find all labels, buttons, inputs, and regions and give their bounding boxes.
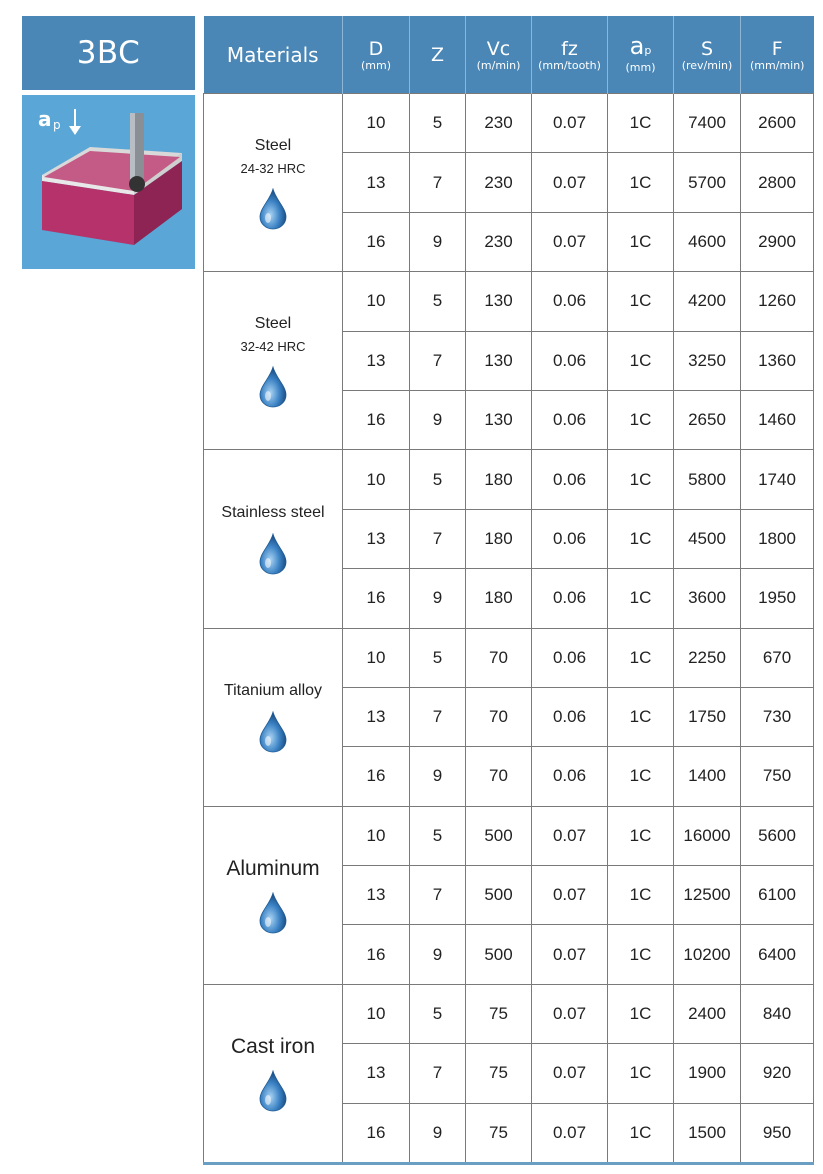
- cell-feed-rate: 5600: [741, 806, 814, 865]
- cell-cutting-speed: 70: [466, 628, 532, 687]
- cell-feed-rate: 2600: [741, 94, 814, 153]
- cell-teeth: 9: [410, 1103, 466, 1163]
- cell-cutting-speed: 230: [466, 153, 532, 212]
- cell-cutting-speed: 70: [466, 747, 532, 806]
- cell-feed-rate: 840: [741, 984, 814, 1043]
- cell-feed-per-tooth: 0.06: [532, 331, 608, 390]
- material-cell: [204, 450, 343, 628]
- cell-teeth: 5: [410, 806, 466, 865]
- cell-feed-per-tooth: 0.07: [532, 806, 608, 865]
- cell-feed-rate: 750: [741, 747, 814, 806]
- cell-diameter: 13: [343, 153, 410, 212]
- cell-feed-rate: 1460: [741, 390, 814, 449]
- cell-depth-of-cut: 1C: [608, 509, 674, 568]
- tool-code-label: 3BC: [76, 35, 141, 71]
- table-row: [204, 450, 814, 509]
- header-cutting-speed: Vc (m/min): [466, 16, 532, 94]
- cell-depth-of-cut: 1C: [608, 331, 674, 390]
- cell-spindle-speed: 5800: [674, 450, 741, 509]
- header-feed-per-tooth: fz (mm/tooth): [532, 16, 608, 94]
- tool-illustration: [22, 95, 195, 269]
- cell-spindle-speed: 4600: [674, 212, 741, 271]
- cell-teeth: 5: [410, 450, 466, 509]
- material-cell: [204, 94, 343, 272]
- cell-teeth: 9: [410, 212, 466, 271]
- cell-feed-rate: 730: [741, 687, 814, 746]
- cell-diameter: 13: [343, 509, 410, 568]
- cell-teeth: 7: [410, 687, 466, 746]
- cell-depth-of-cut: 1C: [608, 628, 674, 687]
- cell-feed-per-tooth: 0.07: [532, 866, 608, 925]
- cell-diameter: 16: [343, 747, 410, 806]
- cell-depth-of-cut: 1C: [608, 925, 674, 984]
- cell-feed-rate: 920: [741, 1044, 814, 1103]
- material-hardness: 24-32 HRC: [240, 160, 306, 176]
- cell-feed-per-tooth: 0.06: [532, 509, 608, 568]
- material-name: Cast iron: [230, 1035, 316, 1059]
- cell-diameter: 13: [343, 1044, 410, 1103]
- cell-spindle-speed: 2650: [674, 390, 741, 449]
- cell-feed-per-tooth: 0.07: [532, 94, 608, 153]
- cell-spindle-speed: 1400: [674, 747, 741, 806]
- cell-diameter: 10: [343, 272, 410, 331]
- cell-depth-of-cut: 1C: [608, 272, 674, 331]
- cell-depth-of-cut: 1C: [608, 687, 674, 746]
- cell-depth-of-cut: 1C: [608, 866, 674, 925]
- cell-depth-of-cut: 1C: [608, 94, 674, 153]
- cell-feed-per-tooth: 0.06: [532, 390, 608, 449]
- cell-diameter: 16: [343, 390, 410, 449]
- material-name: Stainless steel: [221, 503, 325, 521]
- cell-diameter: 16: [343, 569, 410, 628]
- coolant-drop-icon: [258, 188, 288, 230]
- material-name: Titanium alloy: [223, 682, 323, 700]
- cell-cutting-speed: 130: [466, 272, 532, 331]
- cell-depth-of-cut: 1C: [608, 569, 674, 628]
- cell-feed-per-tooth: 0.07: [532, 1103, 608, 1163]
- table-header-row: [204, 16, 814, 94]
- cell-teeth: 5: [410, 984, 466, 1043]
- cell-diameter: 10: [343, 984, 410, 1043]
- cell-teeth: 7: [410, 866, 466, 925]
- cell-feed-rate: 1740: [741, 450, 814, 509]
- cell-feed-rate: 1950: [741, 569, 814, 628]
- cell-diameter: 16: [343, 212, 410, 271]
- cell-depth-of-cut: 1C: [608, 153, 674, 212]
- cell-diameter: 10: [343, 806, 410, 865]
- cell-spindle-speed: 5700: [674, 153, 741, 212]
- cell-spindle-speed: 2400: [674, 984, 741, 1043]
- cell-feed-per-tooth: 0.07: [532, 984, 608, 1043]
- cell-cutting-speed: 75: [466, 984, 532, 1043]
- cell-cutting-speed: 500: [466, 925, 532, 984]
- material-cell: [204, 806, 343, 984]
- cell-diameter: 16: [343, 1103, 410, 1163]
- cell-diameter: 13: [343, 687, 410, 746]
- coolant-drop-icon: [258, 711, 288, 753]
- header-materials: Materials: [204, 16, 343, 94]
- cell-feed-rate: 2900: [741, 212, 814, 271]
- cell-feed-per-tooth: 0.06: [532, 569, 608, 628]
- header-teeth: Z: [410, 16, 466, 94]
- cell-cutting-speed: 180: [466, 569, 532, 628]
- material-name: Steel: [254, 314, 292, 332]
- table-row: [204, 272, 814, 331]
- cell-teeth: 7: [410, 1044, 466, 1103]
- cell-depth-of-cut: 1C: [608, 747, 674, 806]
- cell-spindle-speed: 2250: [674, 628, 741, 687]
- header-depth-of-cut: ap (mm): [608, 16, 674, 94]
- cell-diameter: 13: [343, 331, 410, 390]
- table-row: [204, 984, 814, 1043]
- cell-spindle-speed: 12500: [674, 866, 741, 925]
- cell-cutting-speed: 130: [466, 331, 532, 390]
- header-diameter: D (mm): [343, 16, 410, 94]
- cell-feed-per-tooth: 0.07: [532, 1044, 608, 1103]
- cell-depth-of-cut: 1C: [608, 450, 674, 509]
- material-hardness: 32-42 HRC: [240, 338, 306, 354]
- ball-end-mill-icon: [22, 95, 195, 269]
- cell-feed-per-tooth: 0.06: [532, 450, 608, 509]
- cell-diameter: 10: [343, 450, 410, 509]
- cell-teeth: 7: [410, 153, 466, 212]
- cell-feed-rate: 950: [741, 1103, 814, 1163]
- table-body: [204, 94, 814, 1164]
- cell-feed-per-tooth: 0.06: [532, 628, 608, 687]
- coolant-drop-icon: [258, 1070, 288, 1112]
- cell-spindle-speed: 1750: [674, 687, 741, 746]
- cell-spindle-speed: 1500: [674, 1103, 741, 1163]
- cell-feed-per-tooth: 0.06: [532, 687, 608, 746]
- coolant-drop-icon: [258, 892, 288, 934]
- header-spindle-speed: S (rev/min): [674, 16, 741, 94]
- material-cell: [204, 628, 343, 806]
- cell-feed-rate: 6100: [741, 866, 814, 925]
- tool-code-title: [22, 16, 195, 90]
- cell-feed-per-tooth: 0.06: [532, 272, 608, 331]
- cell-feed-per-tooth: 0.07: [532, 212, 608, 271]
- table-row: [204, 806, 814, 865]
- cell-feed-per-tooth: 0.07: [532, 153, 608, 212]
- cell-diameter: 10: [343, 628, 410, 687]
- material-cell: [204, 272, 343, 450]
- cell-depth-of-cut: 1C: [608, 984, 674, 1043]
- table-row: [204, 94, 814, 153]
- cell-feed-rate: 1260: [741, 272, 814, 331]
- cell-cutting-speed: 230: [466, 212, 532, 271]
- material-cell: [204, 984, 343, 1163]
- cell-cutting-speed: 500: [466, 806, 532, 865]
- cell-spindle-speed: 16000: [674, 806, 741, 865]
- cell-spindle-speed: 7400: [674, 94, 741, 153]
- cell-diameter: 10: [343, 94, 410, 153]
- cell-cutting-speed: 75: [466, 1103, 532, 1163]
- cell-spindle-speed: 4500: [674, 509, 741, 568]
- cell-teeth: 7: [410, 509, 466, 568]
- cell-teeth: 5: [410, 94, 466, 153]
- cell-depth-of-cut: 1C: [608, 806, 674, 865]
- cell-depth-of-cut: 1C: [608, 390, 674, 449]
- cell-feed-per-tooth: 0.06: [532, 747, 608, 806]
- coolant-drop-icon: [258, 533, 288, 575]
- cell-feed-rate: 1800: [741, 509, 814, 568]
- cell-cutting-speed: 180: [466, 450, 532, 509]
- cell-cutting-speed: 500: [466, 866, 532, 925]
- cell-cutting-speed: 70: [466, 687, 532, 746]
- cell-teeth: 9: [410, 747, 466, 806]
- ap-label-letter: a: [38, 107, 52, 131]
- cell-spindle-speed: 4200: [674, 272, 741, 331]
- cell-spindle-speed: 3250: [674, 331, 741, 390]
- cell-depth-of-cut: 1C: [608, 212, 674, 271]
- cell-teeth: 5: [410, 628, 466, 687]
- cutting-data-table: [203, 16, 814, 1165]
- cell-spindle-speed: 10200: [674, 925, 741, 984]
- cell-spindle-speed: 1900: [674, 1044, 741, 1103]
- cell-cutting-speed: 180: [466, 509, 532, 568]
- material-name: Steel: [254, 136, 292, 154]
- cell-feed-rate: 670: [741, 628, 814, 687]
- cell-cutting-speed: 230: [466, 94, 532, 153]
- coolant-drop-icon: [258, 366, 288, 408]
- arrow-down-icon: [69, 109, 81, 135]
- cell-teeth: 9: [410, 925, 466, 984]
- cell-diameter: 13: [343, 866, 410, 925]
- header-feed-rate: F (mm/min): [741, 16, 814, 94]
- cell-feed-rate: 2800: [741, 153, 814, 212]
- cell-feed-rate: 1360: [741, 331, 814, 390]
- cell-spindle-speed: 3600: [674, 569, 741, 628]
- table-row: [204, 628, 814, 687]
- cell-feed-per-tooth: 0.07: [532, 925, 608, 984]
- cell-cutting-speed: 130: [466, 390, 532, 449]
- cell-diameter: 16: [343, 925, 410, 984]
- cell-depth-of-cut: 1C: [608, 1044, 674, 1103]
- material-name: Aluminum: [226, 857, 320, 881]
- cell-depth-of-cut: 1C: [608, 1103, 674, 1163]
- cell-teeth: 9: [410, 569, 466, 628]
- cell-teeth: 5: [410, 272, 466, 331]
- cell-teeth: 7: [410, 331, 466, 390]
- cell-teeth: 9: [410, 390, 466, 449]
- cell-cutting-speed: 75: [466, 1044, 532, 1103]
- cell-feed-rate: 6400: [741, 925, 814, 984]
- ap-label-sub: p: [53, 118, 61, 132]
